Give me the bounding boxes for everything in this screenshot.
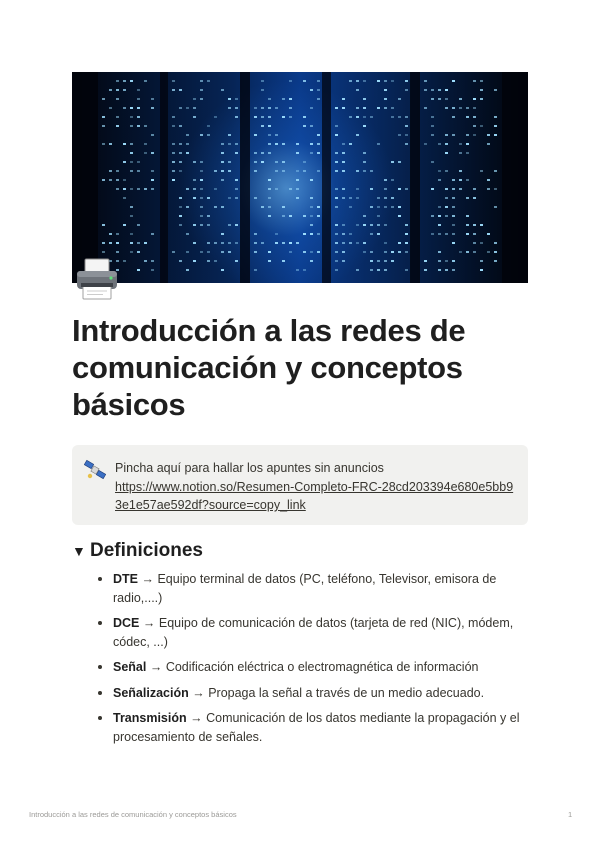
term: Señal	[113, 660, 147, 674]
list-item	[96, 658, 526, 677]
satellite-icon	[84, 459, 106, 481]
list-item	[96, 684, 526, 703]
printer-icon	[74, 256, 120, 302]
page-title: Introducción a las redes de comunicación y conceptos básicos	[72, 313, 466, 422]
arrow: →	[139, 616, 159, 630]
description: Codificación eléctrica o electromagnética de información	[165, 660, 479, 674]
description: Propaga la señal a través de un medio adecuado.	[208, 685, 485, 700]
callout-text: Pincha aquí para hallar los apuntes sin anuncios	[115, 461, 384, 475]
footer-title: Introducción a las redes de comunicación y conceptos básicos	[29, 810, 237, 819]
toggle-arrow-icon[interactable]: ▼	[72, 543, 86, 559]
server-racks-graphic	[72, 72, 528, 283]
term: Transmisión	[113, 711, 187, 725]
arrow: →	[186, 711, 207, 725]
arrow: →	[188, 685, 209, 700]
description: Equipo de comunicación de datos (tarjeta de red (NIC), módem, códec, ...)	[113, 616, 514, 649]
term: DTE	[113, 572, 138, 586]
arrow: →	[138, 572, 158, 586]
description: Comunicación de los datos mediante la propagación y el procesamiento de señales.	[113, 711, 520, 744]
page-number: 1	[568, 810, 573, 819]
term: Señalización	[113, 685, 189, 700]
callout-block	[72, 445, 528, 525]
toggle-definiciones[interactable]	[72, 540, 203, 562]
arrow: →	[146, 660, 166, 674]
list-item	[96, 709, 526, 746]
list-item	[96, 570, 526, 607]
notion-link[interactable]: https://www.notion.so/Resumen-Completo-FRC-28cd203394e680e5bb93e1e57ae592df?source=copy_link	[115, 479, 514, 512]
term: DCE	[113, 616, 140, 630]
list-item	[96, 614, 526, 651]
cover-image	[72, 72, 528, 283]
description: Equipo terminal de datos (PC, teléfono, Televisor, emisora de radio,....)	[113, 572, 497, 605]
toggle-heading: Definiciones	[90, 540, 203, 561]
definitions-list	[96, 570, 526, 753]
